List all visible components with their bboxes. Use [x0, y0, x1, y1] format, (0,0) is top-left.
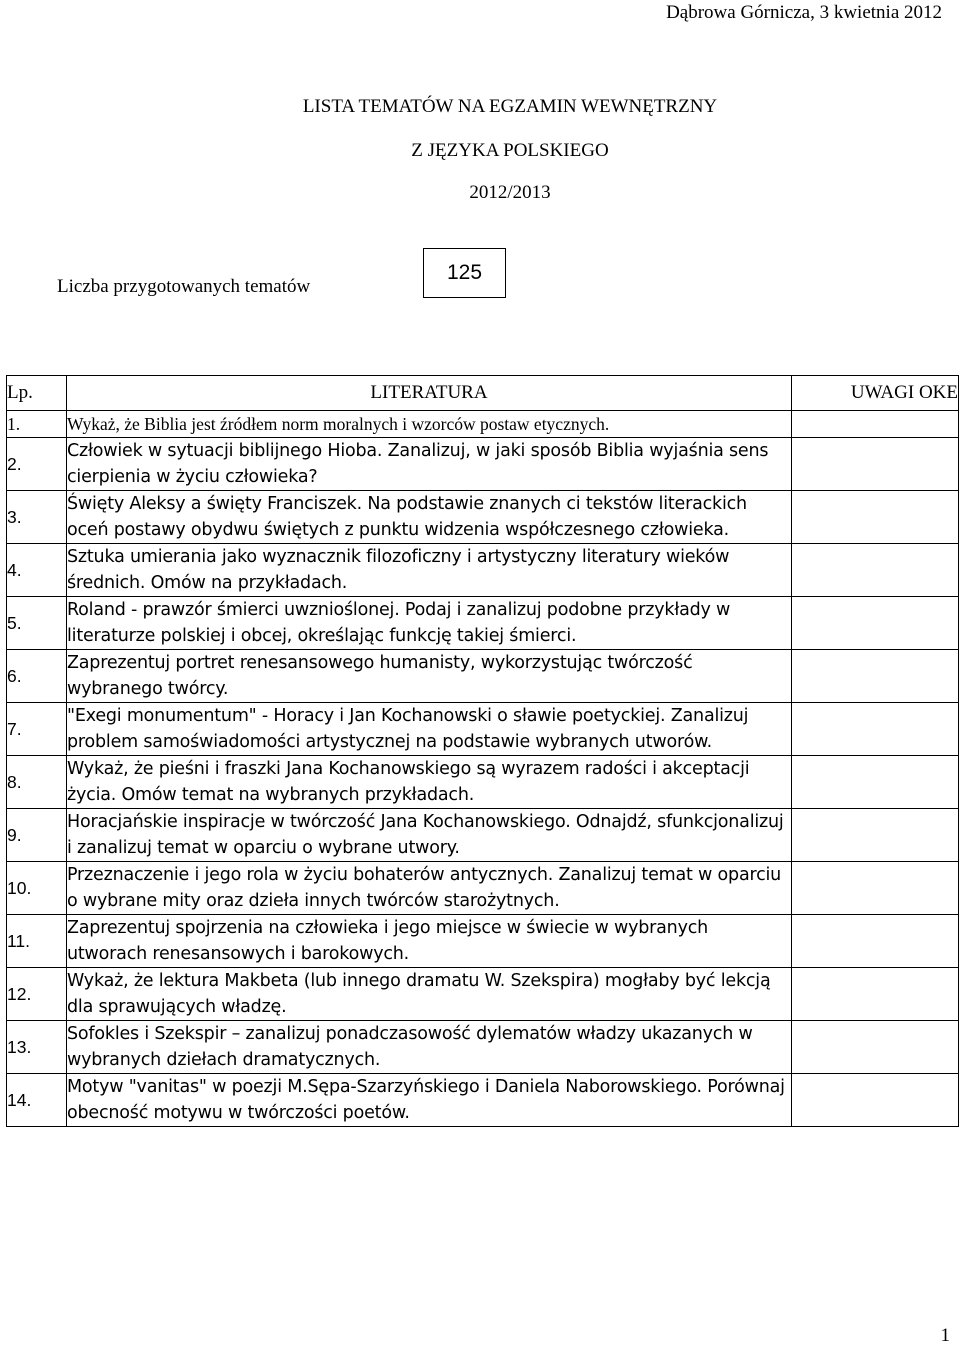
row-topic: Człowiek w sytuacji biblijnego Hioba. Zanalizuj, w jaki sposób Biblia wyjaśnia sens cierpienia w życiu człowieka? — [67, 438, 792, 491]
school-year: 2012/2013 — [469, 182, 551, 203]
table-row — [7, 411, 959, 438]
row-number: 9. — [7, 809, 67, 862]
row-topic: Wykaż, że pieśni i fraszki Jana Kochanowskiego są wyrazem radości i akceptacji życia. Omów temat na wybranych przykładach. — [67, 756, 792, 809]
row-topic: Horacjańskie inspiracje w twórczość Jana Kochanowskiego. Odnajdź, sfunkcjonalizuj i zanalizuj temat w oparciu o wybrane utwory. — [67, 809, 792, 862]
table-row — [7, 756, 959, 809]
row-remarks — [792, 411, 959, 438]
row-number: 12. — [7, 968, 67, 1021]
row-number: 14. — [7, 1074, 67, 1127]
row-topic: Sofokles i Szekspir – zanalizuj ponadczasowość dylematów władzy ukazanych w wybranych dziełach dramatycznych. — [67, 1021, 792, 1074]
row-number: 4. — [7, 544, 67, 597]
row-topic: Wykaż, że Biblia jest źródłem norm moralnych i wzorców postaw etycznych. — [67, 411, 792, 438]
document-subtitle: Z JĘZYKA POLSKIEGO — [411, 140, 609, 161]
topics-table — [6, 375, 959, 1127]
row-number: 11. — [7, 915, 67, 968]
place-date: Dąbrowa Górnicza, 3 kwietnia 2012 — [666, 2, 942, 23]
row-topic: Przeznaczenie i jego rola w życiu bohaterów antycznych. Zanalizuj temat w oparciu o wybrane mity oraz dzieła innych twórców starożytnych. — [67, 862, 792, 915]
column-header-literatura: LITERATURA — [67, 376, 792, 411]
table-row — [7, 438, 959, 491]
topic-count-label: Liczba przygotowanych tematów — [57, 276, 311, 297]
column-header-uwagi: UWAGI OKE — [792, 376, 959, 411]
table-row — [7, 650, 959, 703]
row-remarks — [792, 703, 959, 756]
table-row — [7, 968, 959, 1021]
table-row — [7, 862, 959, 915]
row-topic: Roland - prawzór śmierci uwznioślonej. Podaj i zanalizuj podobne przykłady w literaturze polskiej i obcej, określając funkcję takiej śmierci. — [67, 597, 792, 650]
row-topic: Wykaż, że lektura Makbeta (lub innego dramatu W. Szekspira) mogłaby być lekcją dla sprawujących władzę. — [67, 968, 792, 1021]
topic-count-box: 125 — [423, 248, 506, 298]
row-topic: Sztuka umierania jako wyznacznik filozoficzny i artystyczny literatury wieków średnich. Omów na przykładach. — [67, 544, 792, 597]
page-number: 1 — [940, 1325, 950, 1346]
row-number: 13. — [7, 1021, 67, 1074]
row-remarks — [792, 809, 959, 862]
row-remarks — [792, 1074, 959, 1127]
row-topic: Zaprezentuj spojrzenia na człowieka i jego miejsce w świecie w wybranych utworach renesansowych i barokowych. — [67, 915, 792, 968]
row-number: 3. — [7, 491, 67, 544]
column-header-lp: Lp. — [7, 376, 67, 411]
row-remarks — [792, 544, 959, 597]
table-row — [7, 915, 959, 968]
row-remarks — [792, 438, 959, 491]
table-row — [7, 597, 959, 650]
row-remarks — [792, 1021, 959, 1074]
row-number: 6. — [7, 650, 67, 703]
table-row — [7, 491, 959, 544]
table-row — [7, 1074, 959, 1127]
table-row — [7, 809, 959, 862]
row-remarks — [792, 491, 959, 544]
row-topic: Motyw "vanitas" w poezji M.Sępa-Szarzyńskiego i Daniela Naborowskiego. Porównaj obecność motywu w twórczości poetów. — [67, 1074, 792, 1127]
row-number: 5. — [7, 597, 67, 650]
row-topic: Święty Aleksy a święty Franciszek. Na podstawie znanych ci tekstów literackich oceń postawy obydwu świętych z punktu widzenia współczesnego człowieka. — [67, 491, 792, 544]
row-remarks — [792, 756, 959, 809]
row-remarks — [792, 597, 959, 650]
row-number: 2. — [7, 438, 67, 491]
row-topic: Zaprezentuj portret renesansowego humanisty, wykorzystując twórczość wybranego twórcy. — [67, 650, 792, 703]
row-remarks — [792, 862, 959, 915]
row-number: 10. — [7, 862, 67, 915]
row-remarks — [792, 915, 959, 968]
document-title: LISTA TEMATÓW NA EGZAMIN WEWNĘTRZNY — [302, 96, 718, 117]
table-row — [7, 544, 959, 597]
table-row — [7, 1021, 959, 1074]
row-number: 7. — [7, 703, 67, 756]
row-number: 8. — [7, 756, 67, 809]
row-remarks — [792, 968, 959, 1021]
table-row — [7, 703, 959, 756]
row-topic: "Exegi monumentum" - Horacy i Jan Kochanowski o sławie poetyckiej. Zanalizuj problem samoświadomości artystycznej na podstawie wybranych utworów. — [67, 703, 792, 756]
row-remarks — [792, 650, 959, 703]
table-header-row — [7, 376, 959, 411]
row-number: 1. — [7, 411, 67, 438]
